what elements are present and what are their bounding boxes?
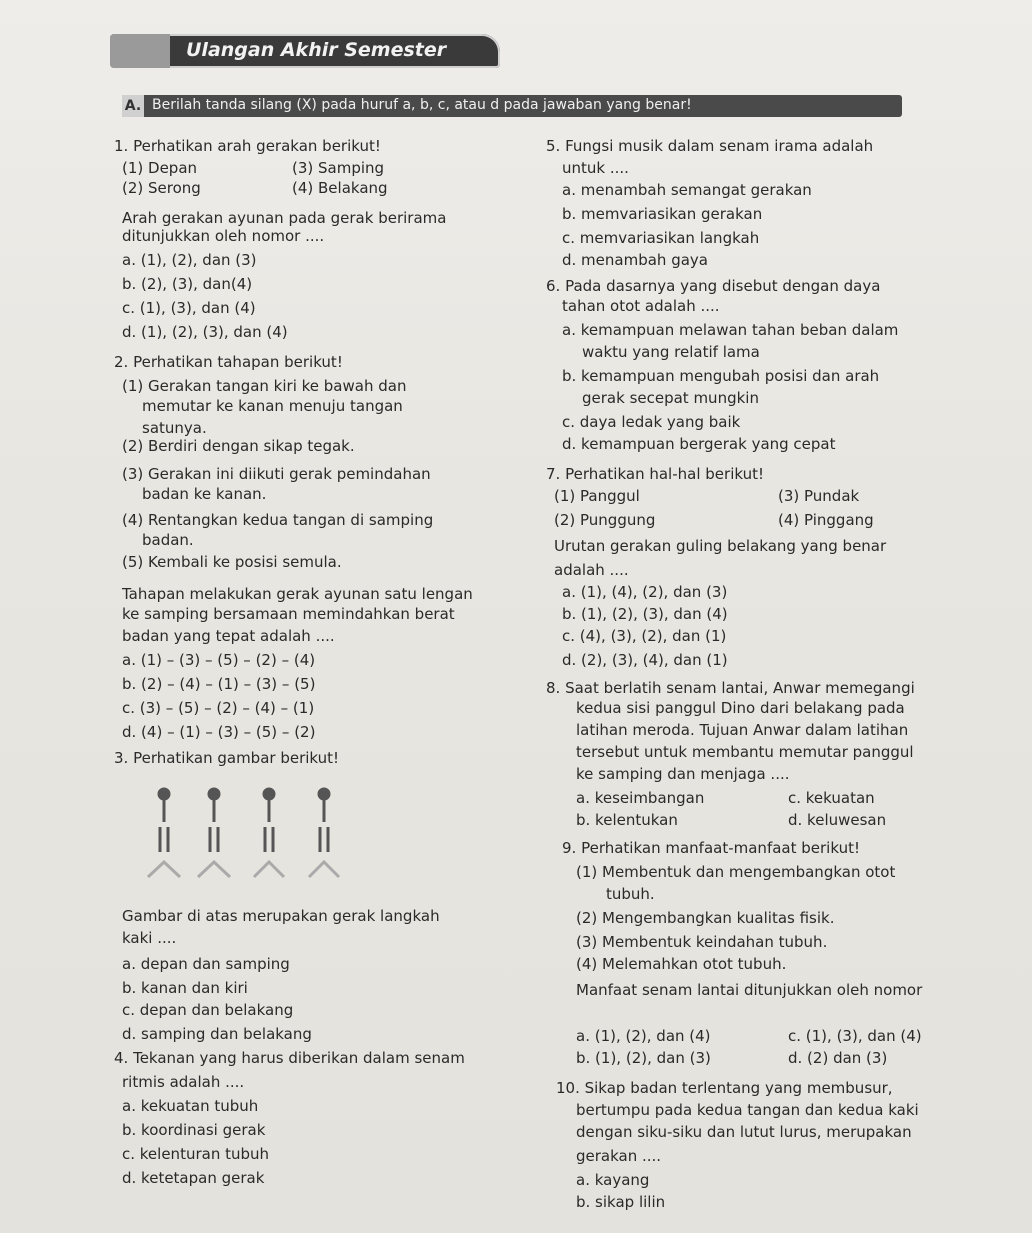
right-line: waktu yang relatif lama	[582, 343, 760, 361]
right-line: ke samping dan menjaga ....	[576, 765, 790, 783]
figure-4	[309, 789, 339, 877]
left-line: d. samping dan belakang	[122, 1025, 312, 1043]
right-line: a. menambah semangat gerakan	[562, 181, 812, 199]
right-line: untuk ....	[562, 159, 629, 177]
right-line: (3) Pundak	[778, 487, 860, 505]
left-line: d. (4) – (1) – (3) – (5) – (2)	[122, 723, 316, 741]
left-line: 1. Perhatikan arah gerakan berikut!	[114, 137, 381, 155]
right-line: gerakan ....	[576, 1147, 662, 1165]
right-line: (2) Mengembangkan kualitas fisik.	[576, 909, 835, 927]
right-line: (3) Membentuk keindahan tubuh.	[576, 933, 828, 951]
left-line: (3) Samping	[292, 159, 385, 177]
left-line: a. (1), (2), dan (3)	[122, 251, 257, 269]
left-line: (5) Kembali ke posisi semula.	[122, 553, 342, 571]
right-line: bertumpu pada kedua tangan dan kedua kaki	[576, 1101, 919, 1119]
left-line: (4) Rentangkan kedua tangan di samping	[122, 511, 434, 529]
left-line: a. kekuatan tubuh	[122, 1097, 259, 1115]
left-line: c. (1), (3), dan (4)	[122, 299, 256, 317]
left-line: ditunjukkan oleh nomor ....	[122, 227, 325, 245]
left-line: (1) Depan	[122, 159, 198, 177]
right-line: tersebut untuk membantu memutar panggul	[576, 743, 914, 761]
right-line: latihan meroda. Tujuan Anwar dalam latihan	[576, 721, 909, 739]
left-line: b. (2), (3), dan(4)	[122, 275, 253, 293]
figure-3	[254, 789, 284, 877]
left-line: 4. Tekanan yang harus diberikan dalam senam	[114, 1049, 465, 1067]
right-line: d. (2), (3), (4), dan (1)	[562, 651, 728, 669]
right-line: a. keseimbangan	[576, 789, 705, 807]
left-line: 3. Perhatikan gambar berikut!	[114, 749, 340, 767]
right-line: b. memvariasikan gerakan	[562, 205, 763, 223]
right-line: 7. Perhatikan hal-hal berikut!	[546, 465, 764, 483]
left-line: badan ke kanan.	[142, 485, 267, 503]
right-line: d. keluwesan	[788, 811, 887, 829]
right-line: Urutan gerakan guling belakang yang benar	[554, 537, 887, 555]
right-line: d. menambah gaya	[562, 251, 708, 269]
right-line: (1) Membentuk dan mengembangkan otot	[576, 863, 896, 881]
right-line: b. sikap lilin	[576, 1193, 666, 1211]
left-line: a. depan dan samping	[122, 955, 290, 973]
right-line: 8. Saat berlatih senam lantai, Anwar memegangi	[546, 679, 915, 697]
instruction-text: Berilah tanda silang (X) pada huruf a, b, c, atau d pada jawaban yang benar!	[152, 97, 692, 113]
right-line: 6. Pada dasarnya yang disebut dengan daya	[546, 277, 881, 295]
left-line: (1) Gerakan tangan kiri ke bawah dan	[122, 377, 407, 395]
left-line: satunya.	[142, 419, 207, 437]
left-line: a. (1) – (3) – (5) – (2) – (4)	[122, 651, 316, 669]
left-line: Gambar di atas merupakan gerak langkah	[122, 907, 440, 925]
right-line: Manfaat senam lantai ditunjukkan oleh nomor	[576, 981, 923, 999]
figure-1	[148, 789, 180, 877]
left-line: b. kanan dan kiri	[122, 979, 248, 997]
left-line: (4) Belakang	[292, 179, 388, 197]
left-line: d. ketetapan gerak	[122, 1169, 265, 1187]
left-line: (2) Serong	[122, 179, 201, 197]
right-line: dengan siku-siku dan lutut lurus, merupakan	[576, 1123, 912, 1141]
right-line: c. (4), (3), (2), dan (1)	[562, 627, 727, 645]
right-line: d. kemampuan bergerak yang cepat	[562, 435, 836, 453]
right-line: b. (1), (2), (3), dan (4)	[562, 605, 728, 623]
right-line: a. kemampuan melawan tahan beban dalam	[562, 321, 899, 339]
right-line: c. kekuatan	[788, 789, 875, 807]
right-line: kedua sisi panggul Dino dari belakang pada	[576, 699, 905, 717]
right-line: c. (1), (3), dan (4)	[788, 1027, 922, 1045]
right-line: (2) Punggung	[554, 511, 656, 529]
left-line: 2. Perhatikan tahapan berikut!	[114, 353, 343, 371]
right-line: a. (1), (2), dan (4)	[576, 1027, 711, 1045]
right-line: d. (2) dan (3)	[788, 1049, 888, 1067]
right-line: a. (1), (4), (2), dan (3)	[562, 583, 728, 601]
left-line: Tahapan melakukan gerak ayunan satu lengan	[122, 585, 473, 603]
left-line: (3) Gerakan ini diikuti gerak pemindahan	[122, 465, 431, 483]
left-line: badan.	[142, 531, 194, 549]
left-line: Arah gerakan ayunan pada gerak berirama	[122, 209, 447, 227]
right-line: b. kemampuan mengubah posisi dan arah	[562, 367, 880, 385]
right-line: tubuh.	[606, 885, 655, 903]
right-line: gerak secepat mungkin	[582, 389, 759, 407]
instruction-bar	[122, 95, 902, 117]
right-line: (1) Panggul	[554, 487, 640, 505]
section-letter: A.	[122, 95, 144, 117]
right-line: (4) Melemahkan otot tubuh.	[576, 955, 787, 973]
right-line: 5. Fungsi musik dalam senam irama adalah	[546, 137, 874, 155]
left-line: c. kelenturan tubuh	[122, 1145, 270, 1163]
left-line: memutar ke kanan menuju tangan	[142, 397, 403, 415]
right-line: 10. Sikap badan terlentang yang membusur,	[556, 1079, 893, 1097]
title-banner	[110, 34, 500, 68]
right-line: adalah ....	[554, 561, 629, 579]
left-line: kaki ....	[122, 929, 177, 947]
right-line: b. kelentukan	[576, 811, 678, 829]
right-line: 9. Perhatikan manfaat-manfaat berikut!	[562, 839, 860, 857]
left-line: (2) Berdiri dengan sikap tegak.	[122, 437, 355, 455]
left-line: b. koordinasi gerak	[122, 1121, 266, 1139]
left-line: d. (1), (2), (3), dan (4)	[122, 323, 288, 341]
right-line: c. daya ledak yang baik	[562, 413, 741, 431]
left-line: ke samping bersamaan memindahkan berat	[122, 605, 455, 623]
figure-2	[198, 789, 230, 877]
left-line: c. depan dan belakang	[122, 1001, 294, 1019]
left-line: badan yang tepat adalah ....	[122, 627, 335, 645]
right-line: b. (1), (2), dan (3)	[576, 1049, 711, 1067]
left-line: ritmis adalah ....	[122, 1073, 245, 1091]
right-line: a. kayang	[576, 1171, 650, 1189]
step-figure	[134, 782, 354, 892]
banner-tab	[110, 34, 170, 68]
right-line: (4) Pinggang	[778, 511, 874, 529]
left-line: b. (2) – (4) – (1) – (3) – (5)	[122, 675, 316, 693]
left-line: c. (3) – (5) – (2) – (4) – (1)	[122, 699, 315, 717]
right-line: tahan otot adalah ....	[562, 297, 720, 315]
right-line: c. memvariasikan langkah	[562, 229, 760, 247]
page-title: Ulangan Akhir Semester	[186, 39, 447, 61]
